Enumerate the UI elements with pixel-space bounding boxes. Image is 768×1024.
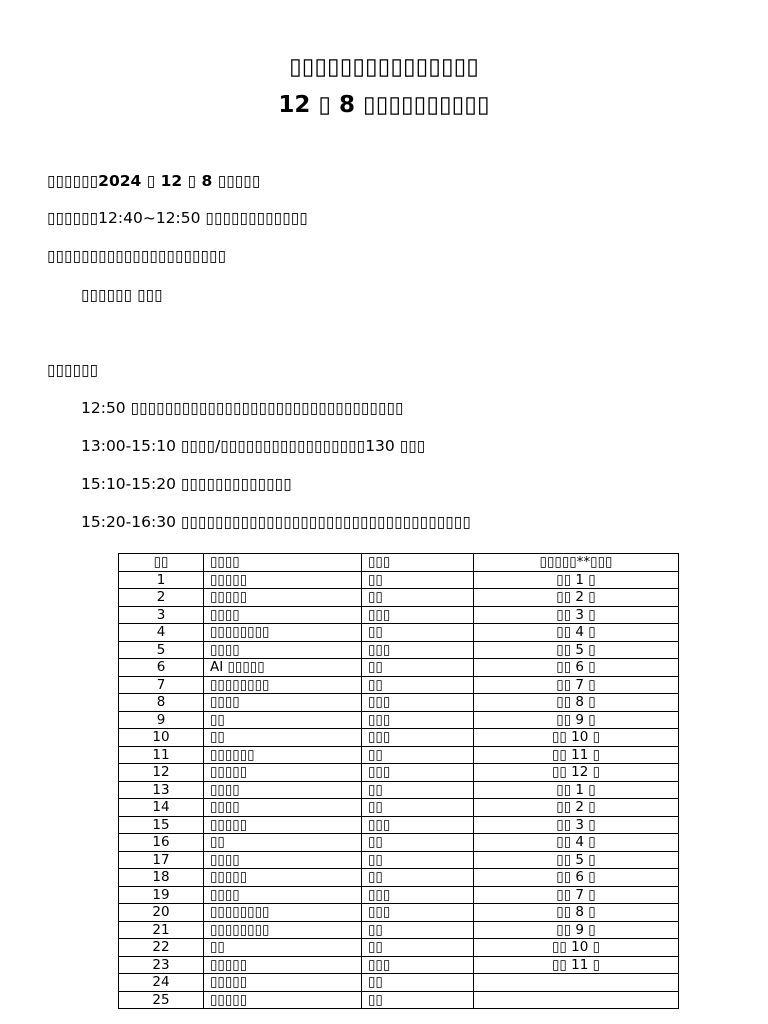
participant-class: ▯▯ <box>362 781 474 799</box>
seat-assignment: ▯▯ 9 ▯ <box>474 921 679 939</box>
event-date-line: ▯▯▯▯▯▯2024 ▯ 12 ▯ 8 ▯▯▯▯▯ <box>47 172 261 190</box>
table-row <box>119 991 679 1009</box>
table-row <box>119 746 679 764</box>
seat-assignment: ▯▯ 5 ▯ <box>474 641 679 659</box>
column-header-number: ▯▯ <box>119 554 204 572</box>
participant-name: ▯▯▯▯ <box>204 886 362 904</box>
participant-name: ▯▯▯▯▯ <box>204 816 362 834</box>
seat-assignment: ▯▯ 3 ▯ <box>474 816 679 834</box>
table-header-row <box>119 554 679 572</box>
table-row <box>119 606 679 624</box>
table-row <box>119 816 679 834</box>
participant-class: ▯▯▯ <box>362 904 474 922</box>
row-number: 4 <box>119 624 204 642</box>
seat-assignment <box>474 991 679 1009</box>
row-number: 25 <box>119 991 204 1009</box>
table-row <box>119 886 679 904</box>
table-row <box>119 799 679 817</box>
event-contact-line: ▯▯▯▯▯▯ ▯▯▯ <box>81 286 163 304</box>
seat-assignment: ▯▯ 8 ▯ <box>474 904 679 922</box>
participant-name: ▯▯ <box>204 729 362 747</box>
row-number: 9 <box>119 711 204 729</box>
document-title-line-2: 12 ▯ 8 ▯▯▯▯▯▯▯▯▯▯ <box>278 92 490 118</box>
participant-name: ▯▯▯▯▯▯▯▯ <box>204 624 362 642</box>
table-row <box>119 694 679 712</box>
participant-name: ▯▯ <box>204 834 362 852</box>
participant-name: ▯▯▯▯▯ <box>204 869 362 887</box>
participant-class: ▯▯ <box>362 974 474 992</box>
seat-assignment: ▯▯ 6 ▯ <box>474 659 679 677</box>
participant-class: ▯▯ <box>362 571 474 589</box>
row-number: 3 <box>119 606 204 624</box>
participant-class: ▯▯▯ <box>362 956 474 974</box>
row-number: 18 <box>119 869 204 887</box>
table-row <box>119 956 679 974</box>
table-row <box>119 711 679 729</box>
row-number: 7 <box>119 676 204 694</box>
seat-assignment: ▯▯ 4 ▯ <box>474 624 679 642</box>
participant-class: ▯▯ <box>362 939 474 957</box>
table-row <box>119 939 679 957</box>
seat-assignment: ▯▯ 1 ▯ <box>474 781 679 799</box>
seat-assignment: ▯▯ 8 ▯ <box>474 694 679 712</box>
participant-name: ▯▯▯▯▯ <box>204 956 362 974</box>
participant-name: ▯▯▯▯▯ <box>204 571 362 589</box>
schedule-heading: ▯▯▯▯▯▯ <box>47 361 99 379</box>
participant-class: ▯▯ <box>362 589 474 607</box>
row-number: 19 <box>119 886 204 904</box>
participant-class: ▯▯ <box>362 659 474 677</box>
row-number: 5 <box>119 641 204 659</box>
schedule-item: 13:00-15:10 ▯▯▯▯/▯▯▯▯▯▯▯▯▯▯▯▯▯▯▯▯▯130 ▯▯▯ <box>81 437 426 455</box>
participant-class: ▯▯ <box>362 624 474 642</box>
participant-class: ▯▯▯ <box>362 606 474 624</box>
seat-assignment: ▯▯ 3 ▯ <box>474 606 679 624</box>
seat-assignment: ▯▯ 11 ▯ <box>474 956 679 974</box>
row-number: 22 <box>119 939 204 957</box>
table-row <box>119 676 679 694</box>
table-row <box>119 571 679 589</box>
participant-name: ▯▯▯▯▯ <box>204 991 362 1009</box>
document-title-line-1: ▯▯▯▯▯▯▯▯▯▯▯▯▯▯▯ <box>289 54 479 80</box>
participant-name: ▯▯▯▯▯ <box>204 974 362 992</box>
table-row <box>119 659 679 677</box>
row-number: 1 <box>119 571 204 589</box>
row-number: 17 <box>119 851 204 869</box>
participant-name: AI ▯▯▯▯▯ <box>204 659 362 677</box>
participant-name: ▯▯▯▯▯▯▯▯ <box>204 904 362 922</box>
participant-name: ▯▯▯▯ <box>204 781 362 799</box>
table-row <box>119 921 679 939</box>
participant-class: ▯▯ <box>362 869 474 887</box>
seat-assignment: ▯▯ 6 ▯ <box>474 869 679 887</box>
participant-class: ▯▯▯ <box>362 641 474 659</box>
participant-class: ▯▯▯ <box>362 729 474 747</box>
seat-assignment: ▯▯ 5 ▯ <box>474 851 679 869</box>
table-row <box>119 851 679 869</box>
row-number: 14 <box>119 799 204 817</box>
seat-assignment: ▯▯ 12 ▯ <box>474 764 679 782</box>
seat-assignment: ▯▯ 7 ▯ <box>474 886 679 904</box>
table-row <box>119 904 679 922</box>
participant-class: ▯▯▯ <box>362 694 474 712</box>
row-number: 12 <box>119 764 204 782</box>
participant-class: ▯▯ <box>362 991 474 1009</box>
seat-assignment: ▯▯ 4 ▯ <box>474 834 679 852</box>
row-number: 2 <box>119 589 204 607</box>
participant-class: ▯▯▯ <box>362 711 474 729</box>
table-row <box>119 869 679 887</box>
participant-name: ▯▯▯▯ <box>204 606 362 624</box>
column-header-seat: ▯▯▯▯▯**▯▯▯ <box>474 554 679 572</box>
table-body <box>119 571 679 1009</box>
participant-class: ▯▯ <box>362 746 474 764</box>
table-row <box>119 589 679 607</box>
participant-name: ▯▯▯▯ <box>204 641 362 659</box>
participant-name: ▯▯▯▯▯ <box>204 764 362 782</box>
row-number: 8 <box>119 694 204 712</box>
schedule-item: 12:50 ▯▯▯▯▯▯▯▯▯▯▯▯▯▯▯▯▯▯▯▯▯▯▯▯▯▯▯▯▯▯▯▯ <box>81 399 404 417</box>
event-time-label: ▯▯▯▯▯▯12:40~12:50 ▯▯▯▯▯▯▯▯▯▯▯▯ <box>47 209 308 227</box>
participant-class: ▯▯▯ <box>362 886 474 904</box>
seat-assignment: ▯▯ 1 ▯ <box>474 571 679 589</box>
row-number: 16 <box>119 834 204 852</box>
event-time-line <box>47 207 308 229</box>
participant-name: ▯▯▯▯▯ <box>204 589 362 607</box>
table-row <box>119 729 679 747</box>
participant-class: ▯▯ <box>362 851 474 869</box>
schedule-item: 15:10-15:20 ▯▯▯▯▯▯▯▯▯▯▯▯▯ <box>81 475 292 493</box>
participant-name: ▯▯ <box>204 939 362 957</box>
seat-assignment <box>474 974 679 992</box>
participant-name: ▯▯▯▯ <box>204 694 362 712</box>
column-header-name: ▯▯▯▯ <box>204 554 362 572</box>
participant-name: ▯▯ <box>204 711 362 729</box>
participant-name: ▯▯▯▯▯▯▯▯ <box>204 921 362 939</box>
participant-name: ▯▯▯▯▯▯▯▯ <box>204 676 362 694</box>
schedule-item: 15:20-16:30 ▯▯▯▯▯▯▯▯▯▯▯▯▯▯▯▯▯▯▯▯▯▯▯▯▯▯▯▯▯▯▯▯▯▯ <box>81 513 471 531</box>
seat-assignment: ▯▯ 9 ▯ <box>474 711 679 729</box>
participant-class: ▯▯▯ <box>362 816 474 834</box>
seat-assignment: ▯▯ 2 ▯ <box>474 799 679 817</box>
row-number: 21 <box>119 921 204 939</box>
participant-table <box>118 553 679 1009</box>
column-header-class: ▯▯▯ <box>362 554 474 572</box>
participant-class: ▯▯▯ <box>362 764 474 782</box>
event-place-line: ▯▯▯▯▯▯▯▯▯▯▯▯▯▯▯▯▯▯▯▯▯ <box>47 247 227 265</box>
seat-assignment: ▯▯ 11 ▯ <box>474 746 679 764</box>
table-row <box>119 641 679 659</box>
participant-class: ▯▯ <box>362 799 474 817</box>
seat-assignment: ▯▯ 2 ▯ <box>474 589 679 607</box>
participant-class: ▯▯ <box>362 834 474 852</box>
participant-name: ▯▯▯▯ <box>204 799 362 817</box>
seat-assignment: ▯▯ 10 ▯ <box>474 939 679 957</box>
table-row <box>119 974 679 992</box>
table-row <box>119 781 679 799</box>
row-number: 11 <box>119 746 204 764</box>
row-number: 10 <box>119 729 204 747</box>
participant-name: ▯▯▯▯ <box>204 851 362 869</box>
participant-class: ▯▯ <box>362 676 474 694</box>
row-number: 24 <box>119 974 204 992</box>
row-number: 20 <box>119 904 204 922</box>
seat-assignment: ▯▯ 7 ▯ <box>474 676 679 694</box>
table-row <box>119 624 679 642</box>
table-row <box>119 834 679 852</box>
seat-assignment: ▯▯ 10 ▯ <box>474 729 679 747</box>
participant-name: ▯▯▯▯▯▯ <box>204 746 362 764</box>
row-number: 6 <box>119 659 204 677</box>
row-number: 23 <box>119 956 204 974</box>
participant-class: ▯▯ <box>362 921 474 939</box>
row-number: 15 <box>119 816 204 834</box>
table-row <box>119 764 679 782</box>
row-number: 13 <box>119 781 204 799</box>
